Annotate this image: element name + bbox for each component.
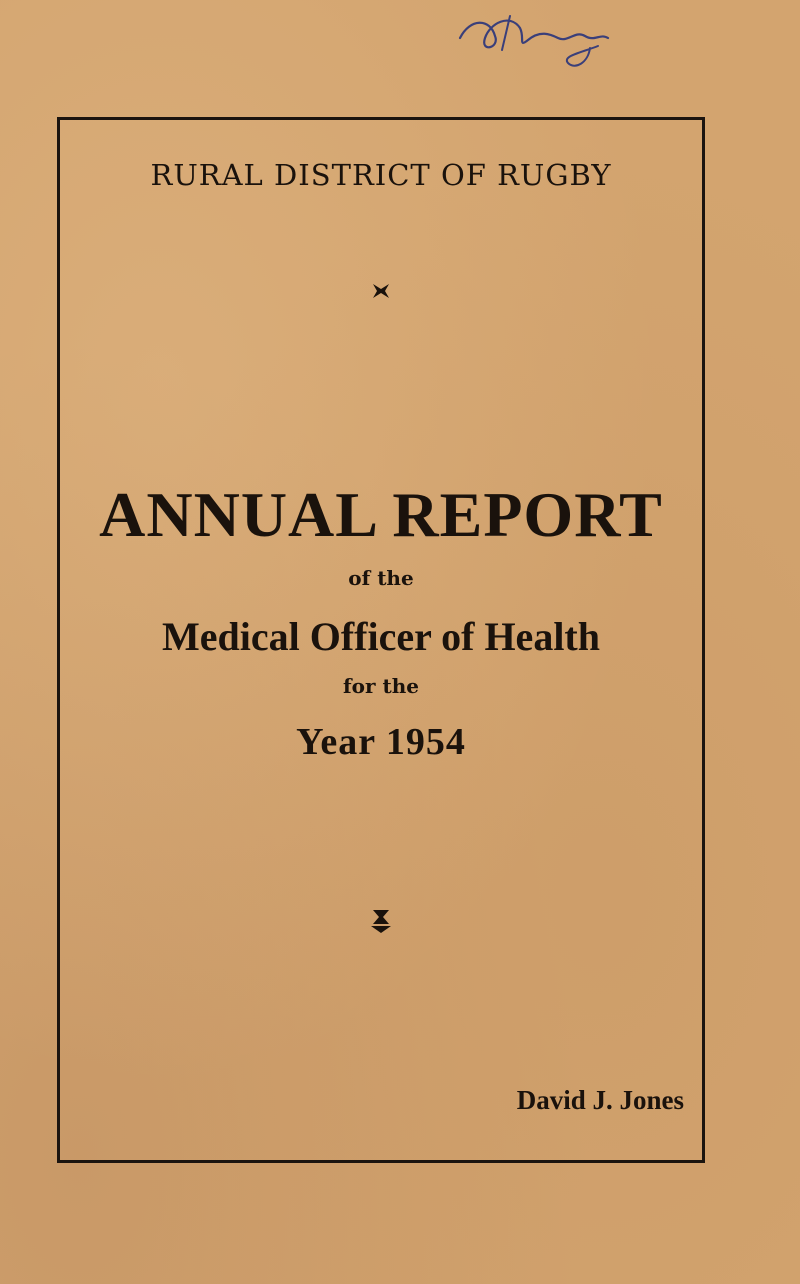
handwritten-signature bbox=[450, 8, 630, 78]
report-title: ANNUAL REPORT bbox=[99, 479, 663, 550]
report-year: Year 1954 bbox=[296, 721, 466, 763]
subtitle-of-the: of the bbox=[348, 566, 414, 590]
subtitle-for-the: for the bbox=[343, 674, 419, 698]
author-name: David J. Jones bbox=[516, 1085, 684, 1115]
fleuron-icon bbox=[370, 280, 392, 302]
officer-title: Medical Officer of Health bbox=[161, 614, 600, 659]
page-border-frame bbox=[57, 117, 705, 1163]
district-heading: RURAL DISTRICT OF RUGBY bbox=[150, 158, 612, 192]
fleuron-icon bbox=[369, 908, 393, 934]
